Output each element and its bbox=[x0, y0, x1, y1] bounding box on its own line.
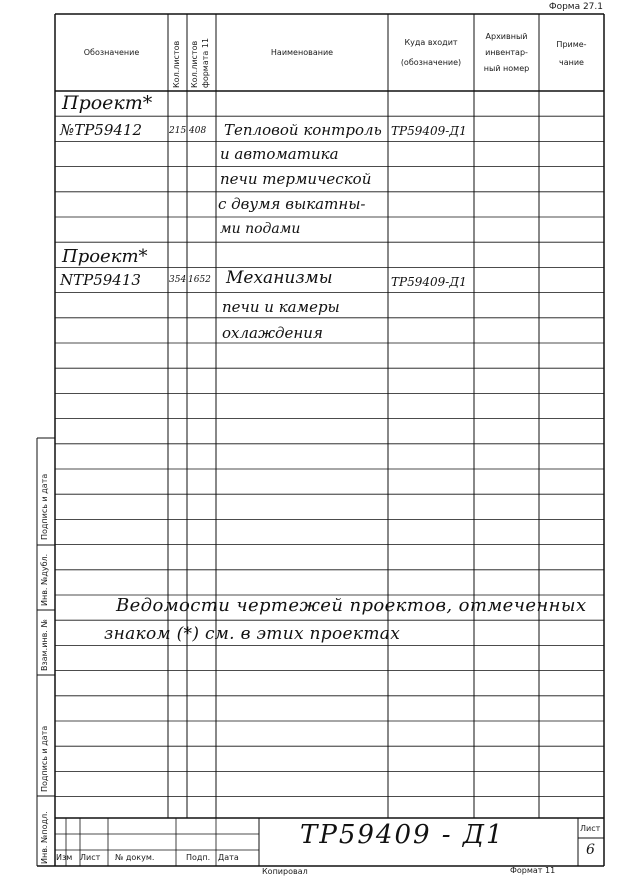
project2-name-line2: печи и камеры bbox=[222, 298, 340, 316]
header-designation: Обозначение bbox=[83, 48, 140, 57]
project2-number: NТР59413 bbox=[60, 271, 141, 289]
header-note-line1: Приме- bbox=[556, 40, 587, 49]
form-number: Форма 27.1 bbox=[548, 2, 603, 12]
project2-name-line1: Механизмы bbox=[226, 268, 333, 288]
col-sign: Подп. bbox=[186, 853, 211, 862]
project1-label: Проект* bbox=[62, 92, 153, 114]
header-where-line2: (обозначение) bbox=[400, 58, 462, 67]
project1-name-line2: и автоматика bbox=[220, 145, 339, 163]
format-label: Формат 11 bbox=[510, 866, 556, 875]
project1-name-line4: с двумя выкатны- bbox=[218, 195, 366, 213]
side-label-replace-inv: Взам.инв. № bbox=[40, 619, 49, 671]
col-doc: № докум. bbox=[115, 853, 155, 862]
header-sheet-count: Кол.листов bbox=[172, 40, 181, 88]
project1-name-line1: Тепловой контроль bbox=[224, 121, 382, 139]
footnote-line1: Ведомости чертежей проектов, отмеченных bbox=[116, 595, 587, 616]
header-format11-line2: формата 11 bbox=[201, 37, 210, 88]
col-date: Дата bbox=[218, 853, 239, 862]
col-list: Лист bbox=[80, 853, 101, 862]
project1-sheets: 215 bbox=[169, 126, 187, 136]
project1-number: №ТР59412 bbox=[60, 121, 143, 139]
side-label-inv-dup: Инв. №дубл. bbox=[40, 553, 49, 606]
header-archive-line3: ный номер bbox=[483, 64, 530, 73]
project2-where: ТР59409-Д1 bbox=[391, 275, 467, 289]
project1-where: ТР59409-Д1 bbox=[391, 124, 467, 138]
project1-name-line3: печи термической bbox=[220, 170, 372, 188]
col-izm: Изм bbox=[56, 853, 73, 862]
project2-format: 1652 bbox=[188, 275, 211, 285]
project2-name-line3: охлаждения bbox=[222, 324, 323, 342]
header-note-line2: чание bbox=[559, 58, 584, 67]
footnote-line2: знаком (*) см. в этих проектах bbox=[104, 624, 401, 644]
project2-label: Проект* bbox=[62, 246, 148, 267]
title-designation: ТР59409 - Д1 bbox=[300, 820, 505, 850]
header-format11-line1: Кол.листов bbox=[190, 40, 199, 88]
header-name: Наименование bbox=[270, 48, 334, 57]
side-label-sign-date-1: Подпись и дата bbox=[40, 473, 49, 540]
copied-label: Копировал bbox=[262, 867, 308, 876]
header-where-line1: Куда входит bbox=[404, 38, 458, 47]
project1-name-line5: ми подами bbox=[220, 221, 301, 237]
title-sheet-label: Лист bbox=[580, 824, 601, 833]
project2-sheets: 354 bbox=[169, 275, 187, 285]
side-label-inv-orig: Инв. №подл. bbox=[40, 811, 49, 864]
title-sheet-number: 6 bbox=[586, 842, 595, 858]
header-archive-line2: инвентар- bbox=[485, 48, 528, 57]
project1-format: 408 bbox=[189, 126, 207, 136]
header-archive-line1: Архивный bbox=[485, 32, 528, 41]
side-label-sign-date-2: Подпись и дата bbox=[40, 725, 49, 792]
